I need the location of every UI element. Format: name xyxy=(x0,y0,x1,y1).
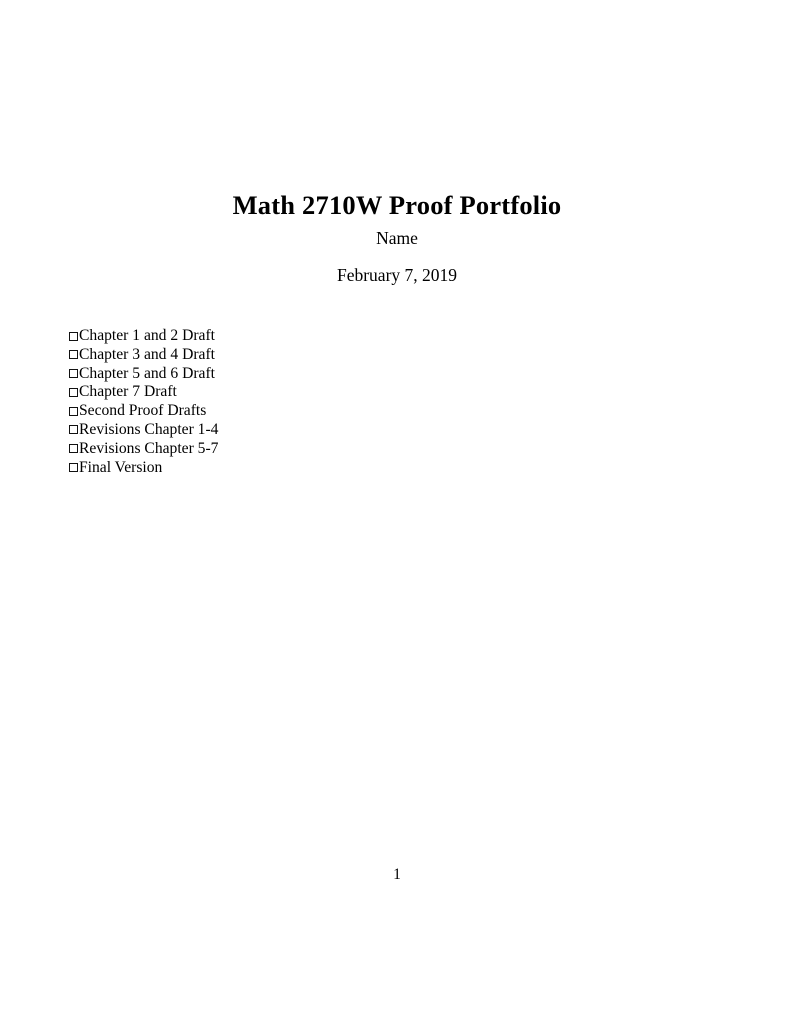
list-item-label: Chapter 7 Draft xyxy=(79,383,177,401)
list-item[interactable] xyxy=(69,327,489,346)
list-item-label: Revisions Chapter 5-7 xyxy=(79,439,219,457)
checkbox-icon[interactable] xyxy=(69,369,78,378)
checkbox-icon[interactable] xyxy=(69,407,78,416)
list-item-label: Chapter 3 and 4 Draft xyxy=(79,345,215,363)
checkbox-icon[interactable] xyxy=(69,388,78,397)
list-item[interactable] xyxy=(69,440,489,459)
list-item-label: Chapter 5 and 6 Draft xyxy=(79,364,215,382)
list-item[interactable] xyxy=(69,365,489,384)
page-title: Math 2710W Proof Portfolio xyxy=(232,189,562,220)
author-line: Name xyxy=(376,228,418,248)
list-item-label: Chapter 1 and 2 Draft xyxy=(79,327,215,344)
list-item[interactable] xyxy=(69,402,489,421)
checkbox-icon[interactable] xyxy=(69,332,78,341)
list-item[interactable] xyxy=(69,459,489,478)
date-line: February 7, 2019 xyxy=(336,265,458,285)
page-number: 1 xyxy=(393,866,401,883)
list-item-label: Second Proof Drafts xyxy=(79,402,207,420)
checkbox-icon[interactable] xyxy=(69,463,78,472)
list-item-label: Final Version xyxy=(79,458,163,476)
checkbox-icon[interactable] xyxy=(69,350,78,359)
list-item[interactable] xyxy=(69,346,489,365)
checkbox-icon[interactable] xyxy=(69,444,78,453)
list-item[interactable] xyxy=(69,383,489,402)
list-item-label: Revisions Chapter 1-4 xyxy=(79,420,219,438)
list-item[interactable] xyxy=(69,421,489,440)
checkbox-icon[interactable] xyxy=(69,425,78,434)
checklist xyxy=(69,327,489,477)
